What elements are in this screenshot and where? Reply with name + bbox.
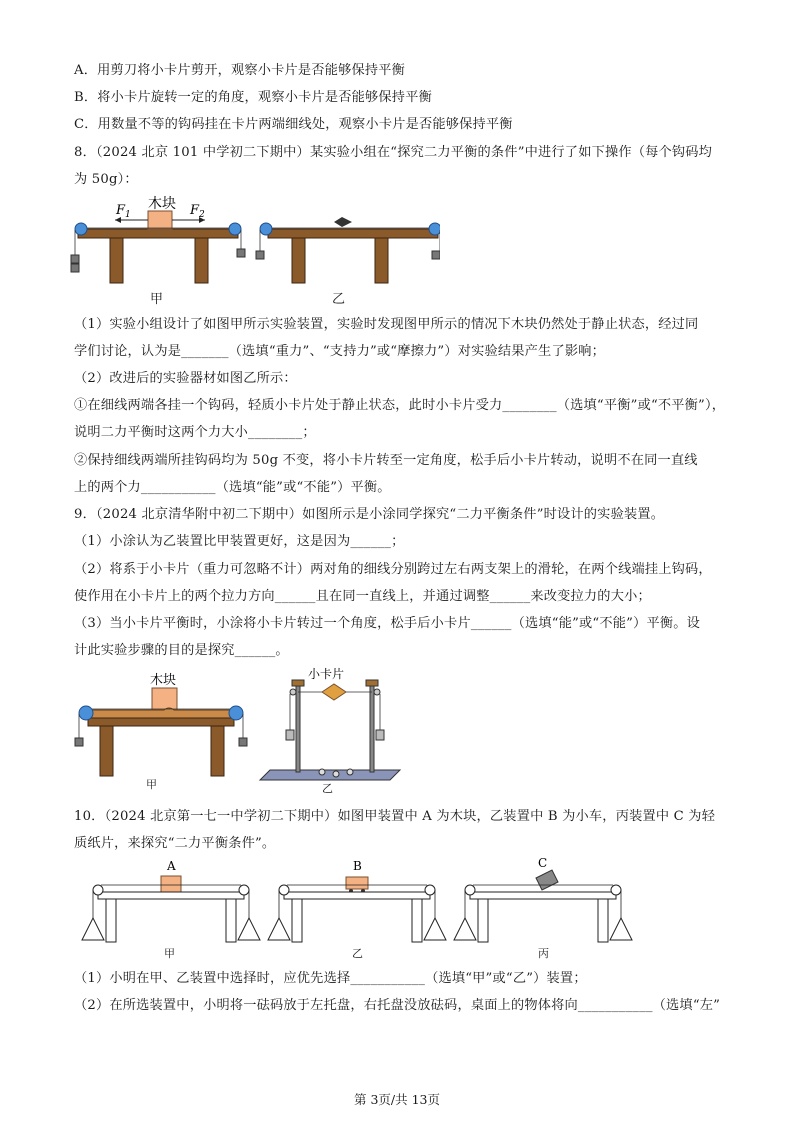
q8-part2-item2-line2: 上的两个力___________（选填“能”或“不能”）平衡。: [74, 480, 391, 495]
figure-10-apparatus-c: [454, 856, 632, 942]
page-footer: 第 3页/共 13页: [353, 1092, 441, 1107]
pulley-icon: [290, 689, 296, 695]
hook-weight-icon: [256, 251, 264, 259]
pulley-icon: [239, 885, 249, 895]
pulley-icon: [279, 885, 289, 895]
q8-part2-item1-line2: 说明二力平衡时这两个力大小________；: [74, 425, 316, 440]
fig8-block-label: 木块: [148, 196, 176, 212]
pulley-icon: [611, 885, 621, 895]
figure-8: [70, 193, 440, 305]
q10-part2: （2）在所选装置中，小明将一砝码放于左托盘，右托盘没放砝码，桌面上的物体将向___________（选填“左”: [74, 998, 721, 1013]
cart-b: [346, 877, 368, 889]
question-10-stem: 10．（2024 北京第一七一中学初二下期中）如图甲装置中 A 为木块，乙装置中 B 为小车，丙装置中 C 为轻: [74, 809, 716, 824]
figure-9: [74, 666, 414, 796]
tray-icon: [82, 918, 104, 940]
q9-part1: （1）小涂认为乙装置比甲装置更好，这是因为______；: [74, 534, 405, 549]
fig8-caption-a: 甲: [150, 292, 164, 307]
option-c: C．用数量不等的钩码挂在卡片两端细线处，观察小卡片是否能够保持平衡: [74, 117, 513, 132]
pulley-icon: [79, 706, 93, 720]
fig8-f1-label: $F_1$: [116, 203, 131, 220]
hook-weight-icon: [75, 738, 83, 746]
pulley-icon: [374, 689, 380, 695]
figure-9-table-a: [75, 672, 247, 776]
q8-part2: （2）改进后的实验器材如图乙所示：: [74, 371, 297, 386]
hook-weight-icon: [71, 255, 79, 263]
q8-part1-line2: 学们讨论，认为是_______（选填“重力”、“支持力”或“摩擦力”）对实验结果产生了影响；: [74, 344, 605, 359]
fig10-label-a: A: [167, 859, 176, 873]
q9-part2-line2: 使作用在小卡片上的两个拉力方向______且在同一直线上，并通过调整______来改变拉力的大小；: [74, 589, 651, 604]
figure-10-apparatus-b: [268, 859, 446, 942]
pulley-icon: [93, 885, 103, 895]
figure-8-table-a: [71, 195, 245, 283]
pulley-icon: [465, 885, 475, 895]
hook-weight-icon: [286, 730, 294, 740]
pulley-icon: [260, 223, 272, 235]
question-10-stem-cont: 质纸片，来探究“二力平衡条件”。: [74, 836, 276, 851]
pulley-icon: [75, 223, 87, 235]
figure-9-apparatus-b: [260, 666, 400, 780]
hook-weight-icon: [432, 251, 440, 259]
q10-part1: （1）小明在甲、乙装置中选择时，应优先选择___________（选填“甲”或“乙”）装置；: [74, 971, 587, 986]
hook-weight-icon: [376, 730, 384, 740]
pulley-icon: [229, 223, 241, 235]
figure-10: [74, 856, 644, 944]
option-a: A．用剪刀将小卡片剪开，观察小卡片是否能够保持平衡: [74, 63, 406, 78]
fig8-f2-label: $F_2$: [190, 203, 205, 220]
tray-icon: [268, 918, 290, 940]
fig10-caption-b: 乙: [352, 947, 363, 960]
pulley-icon: [429, 223, 440, 235]
block-a: [161, 876, 181, 892]
wood-block: [152, 688, 177, 710]
q8-part2-item2-line1: ②保持细线两端所挂钩码均为 50g 不变，将小卡片转至一定角度，松手后小卡片转动，说明不在同一直线: [74, 453, 698, 468]
fig10-caption-c: 丙: [538, 947, 549, 960]
fig10-label-c: C: [538, 856, 548, 870]
fig9-card-label: 小卡片: [308, 667, 345, 681]
hook-weight-icon: [239, 738, 247, 746]
q8-part2-item1-line1: ①在细线两端各挂一个钩码，轻质小卡片处于静止状态，此时小卡片受力________（选填“平衡”或“不平衡”），: [74, 398, 726, 413]
q9-part2-line1: （2）将系于小卡片（重力可忽略不计）两对角的细线分别跨过左右两支架上的滑轮，在两个线端挂上钩码，: [74, 562, 712, 577]
tray-icon: [424, 918, 446, 940]
tray-icon: [238, 918, 260, 940]
paper-c: [536, 870, 558, 890]
fig9-block-label: 木块: [150, 673, 177, 688]
small-card-icon: [334, 217, 352, 227]
wood-block: [148, 211, 172, 229]
fig8-caption-b: 乙: [332, 292, 346, 307]
option-b: B．将小卡片旋转一定的角度，观察小卡片是否能够保持平衡: [74, 90, 432, 105]
figure-10-apparatus-a: [82, 859, 260, 942]
hook-weight-icon: [237, 249, 245, 257]
fig9-caption-b: 乙: [322, 782, 333, 795]
q9-part3-line2: 计此实验步骤的目的是探究______。: [74, 643, 289, 658]
question-8-stem: 8．（2024 北京 101 中学初二下期中）某实验小组在“探究二力平衡的条件”中进行了如下操作（每个钩码均: [74, 145, 713, 160]
q9-part3-line1: （3）当小卡片平衡时，小涂将小卡片转过一个角度，松手后小卡片______（选填“能”或“不能”）平衡。设: [74, 616, 701, 631]
figure-8-table-b: [256, 217, 440, 283]
pulley-icon: [229, 706, 243, 720]
tray-icon: [610, 918, 632, 940]
tray-icon: [454, 918, 476, 940]
q8-part1-line1: （1）实验小组设计了如图甲所示实验装置，实验时发现图甲所示的情况下木块仍然处于静止状态，经过同: [74, 317, 699, 332]
fig10-label-b: B: [353, 859, 362, 873]
hook-weight-icon: [71, 264, 79, 272]
fig9-caption-a: 甲: [146, 778, 157, 791]
pulley-icon: [425, 885, 435, 895]
small-card-icon: [322, 684, 346, 700]
fig10-caption-a: 甲: [164, 947, 175, 960]
question-9-stem: 9．（2024 北京清华附中初二下期中）如图所示是小涂同学探究“二力平衡条件”时设计的实验装置。: [74, 507, 665, 522]
question-8-stem-cont: 为 50g）：: [74, 172, 138, 187]
